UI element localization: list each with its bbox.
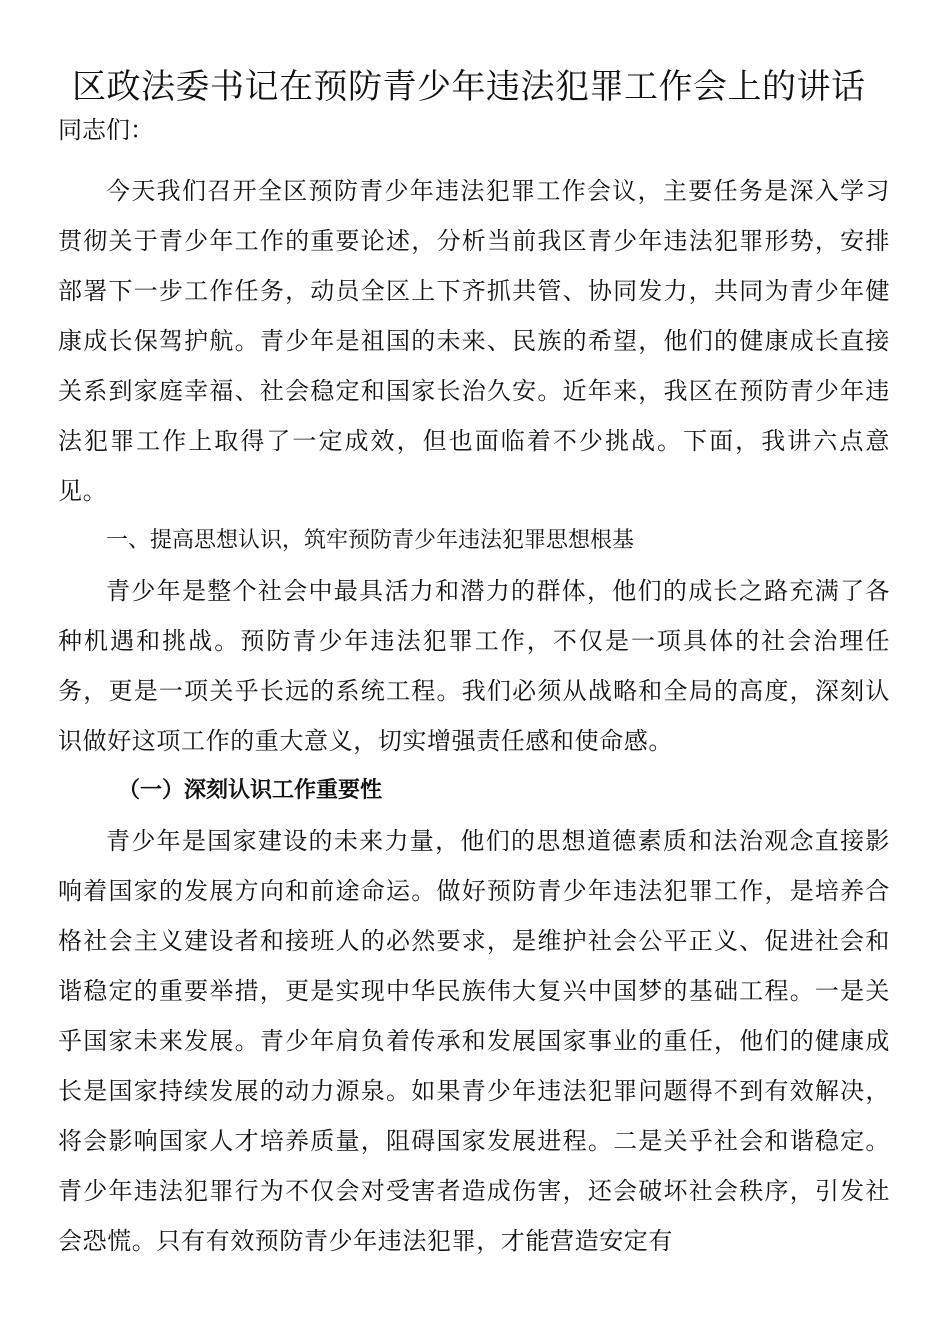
document-page (58, 60, 890, 1266)
document-title: 区政法委书记在预防青少年违法犯罪工作会上的讲话 (72, 67, 866, 107)
intro-paragraph: 今天我们召开全区预防青少年违法犯罪工作会议，主要任务是深入学习贯彻关于青少年工作的重要论述，分析当前我区青少年违法犯罪形势，安排部署下一步工作任务，动员全区上下齐抓共管、协同发力，共同为青少年健康成长保驾护航。青少年是祖国的未来、民族的希望，他们的健康成长直接关系到家庭幸福、社会稳定和国家长治久安。近年来，我区在预防青少年违法犯罪工作上取得了一定成效，但也面临着不少挑战。下面，我讲六点意见。 (58, 177, 890, 505)
subsection-1-heading: （一）深刻认识工作重要性 (118, 778, 383, 803)
section-1-paragraph: 青少年是整个社会中最具活力和潜力的群体，他们的成长之路充满了各种机遇和挑战。预防青少年违法犯罪工作，不仅是一项具体的社会治理任务，更是一项关乎长远的系统工程。我们必须从战略和全局的高度，深刻认识做好这项工作的重大意义，切实增强责任感和使命感。 (58, 577, 890, 755)
section-1-heading: 一、提高思想认识，筑牢预防青少年违法犯罪思想根基 (106, 528, 635, 553)
salutation: 同志们： (58, 116, 154, 144)
subsection-1-paragraph: 青少年是国家建设的未来力量，他们的思想道德素质和法治观念直接影响着国家的发展方向和前途命运。做好预防青少年违法犯罪工作，是培养合格社会主义建设者和接班人的必然要求，是维护社会公平正义、促进社会和谐稳定的重要举措，更是实现中华民族伟大复兴中国梦的基础工程。一是关乎国家未来发展。青少年肩负着传承和发展国家事业的重任，他们的健康成长是国家持续发展的动力源泉。如果青少年违法犯罪问题得不到有效解决，将会影响国家人才培养质量，阻碍国家发展进程。二是关乎社会和谐稳定。青少年违法犯罪行为不仅会对受害者造成伤害，还会破坏社会秩序，引发社会恐慌。只有有效预防青少年违法犯罪，才能营造安定有 (58, 827, 890, 1255)
